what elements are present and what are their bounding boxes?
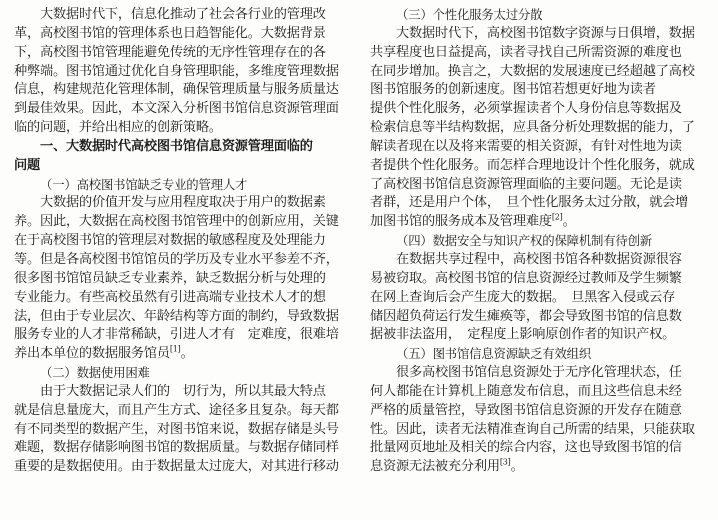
section-heading-cont	[14, 157, 350, 176]
text-line	[370, 194, 706, 213]
line-text: 息资源无法被充分利用	[370, 459, 500, 475]
text-line	[370, 289, 706, 308]
text-line	[370, 308, 706, 327]
line-end-punct: 。	[510, 459, 524, 475]
text-line	[14, 402, 350, 421]
section-heading	[14, 138, 350, 157]
line-text: 在网上查询后会产生庞大的数据。 旦黑客入侵或云存	[370, 289, 676, 305]
text-line	[370, 138, 706, 157]
line-text: 由于大数据记录人们的 切行为，所以其最大特点	[40, 383, 326, 399]
text-line	[370, 44, 706, 63]
line-end-punct: 。	[562, 214, 576, 230]
paragraph-start-line	[14, 383, 350, 402]
text-line	[14, 421, 350, 440]
line-text: 了高校图书馆信息资源管理面临的主要问题。无论是读	[370, 176, 682, 192]
text-line	[14, 81, 350, 100]
line-text: 严格的质量管控，导致图书馆信息资源的开发存在随意	[370, 402, 682, 418]
text-line	[370, 213, 706, 232]
text-line	[370, 458, 706, 477]
line-text: 图书馆服务的创新速度。图书馆若想更好地为读者	[370, 82, 656, 98]
text-line	[370, 383, 706, 402]
line-text: （四）数据安全与知识产权的保障机制有待创新	[396, 233, 653, 249]
line-text: 大数据时代下，高校图书馆数字资源与日俱增，数据	[396, 25, 695, 41]
line-text: 重要的是数据使用。由于数据量太过庞大，对其进行移动	[14, 459, 339, 475]
text-line	[14, 213, 350, 232]
text-line	[370, 421, 706, 440]
line-text: 在同步增加。换言之，大数据的发展速度已经超越了高校	[370, 63, 695, 79]
citation-marker: [1]	[169, 345, 181, 354]
text-line	[370, 326, 706, 345]
text-line	[14, 44, 350, 63]
line-text: 性。因此，读者无法精准查询自己所需的结果，只能获取	[370, 421, 695, 437]
line-text: 加图书馆的服务成本及管理难度	[370, 214, 552, 230]
line-text: 革，高校图书馆的管理体系也日趋智能化。大数据背景	[14, 25, 326, 41]
paragraph-start-line	[370, 251, 706, 270]
line-text: 种弊端。图书馆通过优化自身管理职能，多维度管理数据	[14, 63, 339, 79]
line-text: （三）个性化服务太过分散	[396, 7, 543, 22]
line-text: 临的问题，并给出相应的创新策略。	[14, 120, 222, 136]
subsection-heading	[14, 176, 350, 195]
line-text: 下，高校图书馆管理能避免传统的无序性管理存在的各	[14, 44, 326, 60]
text-line	[370, 63, 706, 82]
line-text: 解读者现在以及将来需要的相关资源，有针对性地为读	[370, 138, 682, 154]
text-line	[14, 289, 350, 308]
line-text: 在数据共享过程中，高校图书馆各种数据资源很容	[396, 251, 682, 267]
text-line	[370, 100, 706, 119]
paragraph-start-line	[14, 6, 350, 25]
right-column	[370, 6, 706, 477]
line-text: 批量网页地址及相关的综合内容，这也导致图书馆的信	[370, 440, 682, 456]
line-text: （二）数据使用困难	[40, 365, 150, 381]
text-line	[370, 270, 706, 289]
text-line	[370, 157, 706, 176]
text-line	[370, 176, 706, 195]
line-text: 大数据时代下，信息化推动了社会各行业的管理改	[40, 7, 326, 22]
line-text: 一、大数据时代高校图书馆信息资源管理面临的	[40, 138, 313, 154]
line-text: 储因超负荷运行发生瘫痪等，都会导致图书馆的信息数	[370, 308, 682, 324]
text-line	[14, 119, 350, 138]
line-text: 大数据的价值开发与应用程度取决于用户的数据素	[40, 195, 326, 211]
line-text: 易被窃取。高校图书馆的信息资源经过教师及学生频繁	[370, 270, 682, 286]
line-text: 检索信息等半结构数据，应具备分析处理数据的能力，了	[370, 120, 695, 136]
paragraph-start-line	[370, 25, 706, 44]
line-text: （五）图书馆信息资源缺乏有效组织	[396, 346, 592, 362]
line-text: 问题	[14, 157, 40, 173]
paragraph-start-line	[14, 194, 350, 213]
line-text: 据被非法盗用， 定程度上影响原创作者的知识产权。	[370, 327, 676, 343]
text-line	[14, 100, 350, 119]
text-line	[14, 251, 350, 270]
text-line	[14, 25, 350, 44]
line-text: 很多高校图书馆信息资源处于无序化管理状态，任	[396, 365, 682, 381]
subsection-heading	[370, 6, 706, 25]
line-text: 何人都能在计算机上随意发布信息，而且这些信息未经	[370, 383, 682, 399]
subsection-heading	[14, 364, 350, 383]
paragraph-start-line	[370, 364, 706, 383]
line-text: 信息，构建规范化管理体制，确保管理质量与服务质量达	[14, 82, 339, 98]
line-text: 者提供个性化服务。而怎样合理地设计个性化服务，就成	[370, 157, 695, 173]
text-line	[370, 119, 706, 138]
text-line	[370, 439, 706, 458]
text-line	[14, 63, 350, 82]
line-text: 很多图书馆馆员缺乏专业素养，缺乏数据分析与处理的	[14, 270, 326, 286]
line-text: 提供个性化服务，必须掌握读者个人身份信息等数据及	[370, 101, 682, 117]
left-column	[14, 6, 350, 477]
line-text: 在于高校图书馆的管理层对数据的敏感程度及处理能力	[14, 233, 326, 249]
text-line	[370, 402, 706, 421]
line-text: （一）高校图书馆缺乏专业的管理人才	[40, 176, 248, 192]
citation-marker: [3]	[499, 458, 511, 467]
line-text: 服务专业的人才非常稀缺，引进人才有 定难度，很难培	[14, 327, 339, 343]
text-line	[14, 308, 350, 327]
citation-marker: [2]	[551, 213, 563, 222]
line-text: 就是信息量庞大，而且产生方式、途径多且复杂。每天都	[14, 402, 339, 418]
line-text: 专业能力。有些高校虽然有引进高端专业技术人才的想	[14, 289, 326, 305]
text-line	[370, 81, 706, 100]
text-line	[14, 345, 350, 364]
subsection-heading	[370, 345, 706, 364]
text-line	[14, 439, 350, 458]
line-end-punct: 。	[180, 346, 194, 362]
line-text: 共享程度也日益提高，读者寻找自己所需资源的难度也	[370, 44, 682, 60]
text-line	[14, 458, 350, 477]
line-text: 等。但是各高校图书馆馆员的学历及专业水平参差不齐，	[14, 251, 339, 267]
line-text: 者群，还是用户个体， 旦个性化服务太过分散，就会增	[370, 195, 689, 211]
text-line	[14, 232, 350, 251]
line-text: 法，但由于专业层次、年龄结构等方面的制约，导致数据	[14, 308, 339, 324]
text-line	[14, 270, 350, 289]
line-text: 难题，数据存储影响图书馆的数据质量。与数据存储同样	[14, 440, 339, 456]
subsection-heading	[370, 232, 706, 251]
line-text: 有不同类型的数据产生，对图书馆来说，数据存储是头号	[14, 421, 339, 437]
line-text: 养出本单位的数据服务馆员	[14, 346, 170, 362]
line-text: 养。因此，大数据在高校图书馆管理中的创新应用，关键	[14, 214, 339, 230]
line-text: 到最佳效果。因此，本文深入分析图书馆信息资源管理面	[14, 101, 339, 117]
text-line	[14, 326, 350, 345]
